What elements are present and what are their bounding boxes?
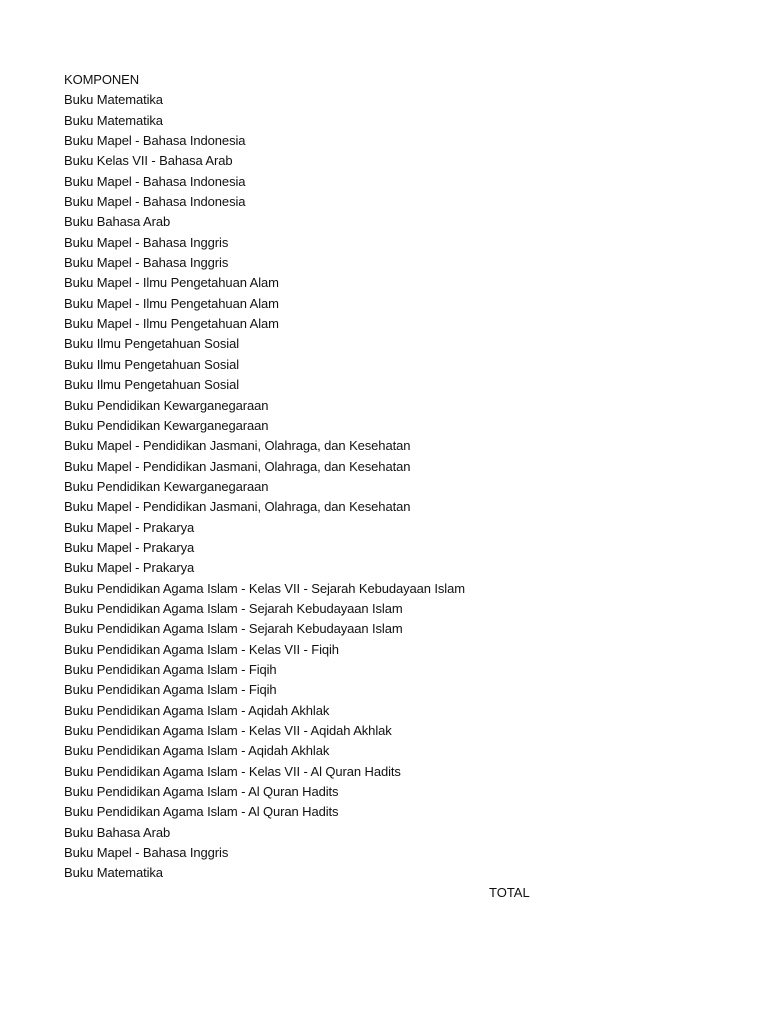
component-item: Buku Mapel - Bahasa Indonesia xyxy=(64,173,246,189)
column-header: KOMPONEN xyxy=(64,72,140,87)
component-item: Buku Pendidikan Kewarganegaraan xyxy=(64,397,269,413)
component-item: Buku Ilmu Pengetahuan Sosial xyxy=(64,377,239,393)
component-item: Buku Mapel - Bahasa Indonesia xyxy=(64,133,246,149)
component-column xyxy=(64,70,704,884)
component-item: Buku Mapel - Pendidikan Jasmani, Olahraga, dan Kesehatan xyxy=(64,499,411,515)
component-item: Buku Pendidikan Agama Islam - Aqidah Akhlak xyxy=(64,743,330,759)
component-item: Buku Pendidikan Agama Islam - Kelas VII - Al Quran Hadits xyxy=(64,763,401,779)
component-item: Buku Bahasa Arab xyxy=(64,214,171,230)
component-item: Buku Pendidikan Agama Islam - Kelas VII - Fiqih xyxy=(64,641,339,657)
component-item: Buku Matematika xyxy=(64,112,163,128)
component-item: Buku Mapel - Bahasa Inggris xyxy=(64,845,229,861)
component-item: Buku Mapel - Bahasa Indonesia xyxy=(64,194,246,210)
component-item: Buku Mapel - Bahasa Inggris xyxy=(64,234,229,250)
component-item: Buku Bahasa Arab xyxy=(64,824,171,840)
component-item: Buku Pendidikan Agama Islam - Al Quran Hadits xyxy=(64,804,339,820)
component-item: Buku Pendidikan Agama Islam - Fiqih xyxy=(64,661,277,677)
component-item: Buku Mapel - Pendidikan Jasmani, Olahraga, dan Kesehatan xyxy=(64,438,411,454)
component-item: Buku Ilmu Pengetahuan Sosial xyxy=(64,336,239,352)
component-item: Buku Pendidikan Agama Islam - Sejarah Kebudayaan Islam xyxy=(64,621,403,637)
component-list xyxy=(64,90,704,883)
component-item: Buku Mapel - Prakarya xyxy=(64,539,195,555)
component-item: Buku Mapel - Ilmu Pengetahuan Alam xyxy=(64,316,279,332)
component-item: Buku Mapel - Prakarya xyxy=(64,519,195,535)
component-item: Buku Pendidikan Agama Islam - Kelas VII - Aqidah Akhlak xyxy=(64,723,392,738)
component-item: Buku Matematika xyxy=(64,865,163,881)
component-item: Buku Ilmu Pengetahuan Sosial xyxy=(64,356,239,372)
component-item: Buku Pendidikan Agama Islam - Sejarah Kebudayaan Islam xyxy=(64,600,403,616)
component-item: Buku Kelas VII - Bahasa Arab xyxy=(64,153,233,169)
total-label: TOTAL xyxy=(489,885,530,900)
component-item: Buku Mapel - Ilmu Pengetahuan Alam xyxy=(64,275,279,291)
component-item: Buku Pendidikan Kewarganegaraan xyxy=(64,478,269,494)
component-item: Buku Matematika xyxy=(64,92,163,108)
component-item: Buku Mapel - Pendidikan Jasmani, Olahraga, dan Kesehatan xyxy=(64,458,411,474)
component-item: Buku Pendidikan Kewarganegaraan xyxy=(64,417,269,433)
component-item: Buku Pendidikan Agama Islam - Al Quran Hadits xyxy=(64,784,339,800)
component-item: Buku Pendidikan Agama Islam - Kelas VII - Sejarah Kebudayaan Islam xyxy=(64,580,465,596)
component-item: Buku Mapel - Bahasa Inggris xyxy=(64,255,229,271)
component-item: Buku Pendidikan Agama Islam - Aqidah Akhlak xyxy=(64,702,330,718)
component-item: Buku Mapel - Ilmu Pengetahuan Alam xyxy=(64,295,279,311)
component-item: Buku Pendidikan Agama Islam - Fiqih xyxy=(64,682,277,698)
component-item: Buku Mapel - Prakarya xyxy=(64,560,195,576)
